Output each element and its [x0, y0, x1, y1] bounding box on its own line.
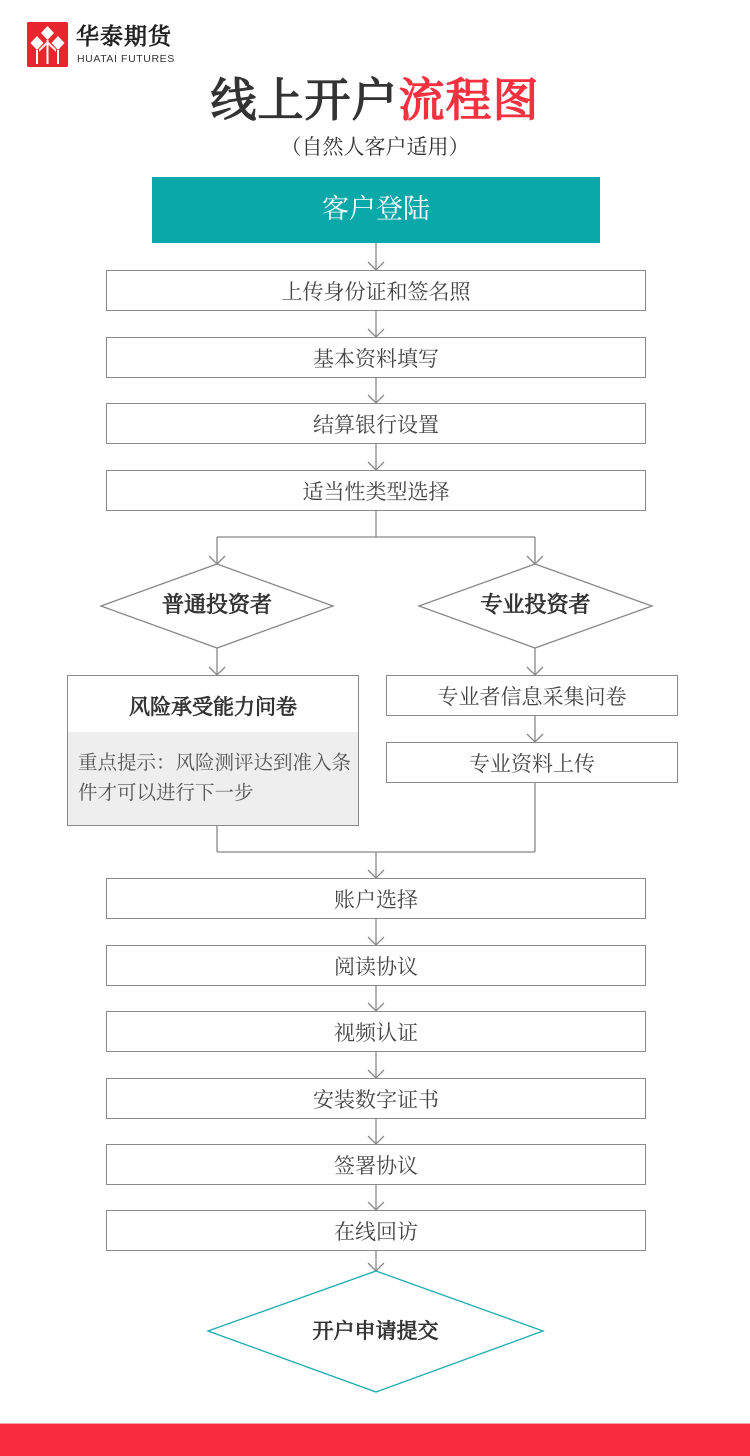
step-label: 专业资料上传 [469, 751, 595, 776]
end-submit-application: 开户申请提交 [312, 1319, 439, 1343]
step-label: 基本资料填写 [313, 346, 439, 371]
page-title-accent: 流程图 [398, 73, 540, 127]
step-basic-info [106, 337, 646, 378]
step-install-certificate [106, 1078, 646, 1119]
step-read-agreement [106, 945, 646, 986]
step-sign-agreement [106, 1144, 646, 1185]
step-video-verification [106, 1011, 646, 1052]
step-bank-setup [106, 403, 646, 444]
step-suitability-type [106, 470, 646, 511]
step-label: 签署协议 [334, 1153, 418, 1178]
risk-questionnaire-box [67, 675, 359, 826]
step-label: 上传身份证和签名照 [281, 279, 471, 304]
brand-name-en: HUATAI FUTURES [77, 53, 175, 65]
brand-name-cn: 华泰期货 [76, 24, 172, 50]
step-label: 适当性类型选择 [302, 479, 450, 504]
step-customer-login: 客户登陆 [152, 177, 600, 243]
step-label: 安装数字证书 [313, 1087, 439, 1112]
risk-questionnaire-note: 重点提示：风险测评达到准入条件才可以进行下一步 [68, 732, 358, 825]
page-subtitle: （自然人客户适用） [280, 135, 470, 159]
step-professional-questionnaire [386, 675, 678, 716]
step-upload-id [106, 270, 646, 311]
step-label: 结算银行设置 [313, 412, 439, 437]
decision-professional-investor: 专业投资者 [480, 593, 591, 618]
step-online-return-visit [106, 1210, 646, 1251]
step-label: 在线回访 [334, 1219, 418, 1244]
step-account-selection [106, 878, 646, 919]
decision-ordinary-investor: 普通投资者 [161, 593, 272, 618]
step-label: 账户选择 [334, 887, 418, 912]
step-label: 专业者信息采集问卷 [437, 684, 627, 709]
risk-questionnaire-title: 风险承受能力问卷 [129, 695, 297, 719]
footer-bar [0, 1423, 750, 1456]
step-professional-docs-upload [386, 742, 678, 783]
page-title-main: 线上开户 [210, 73, 399, 127]
step-label: 视频认证 [334, 1020, 418, 1045]
step-label: 阅读协议 [334, 954, 418, 979]
